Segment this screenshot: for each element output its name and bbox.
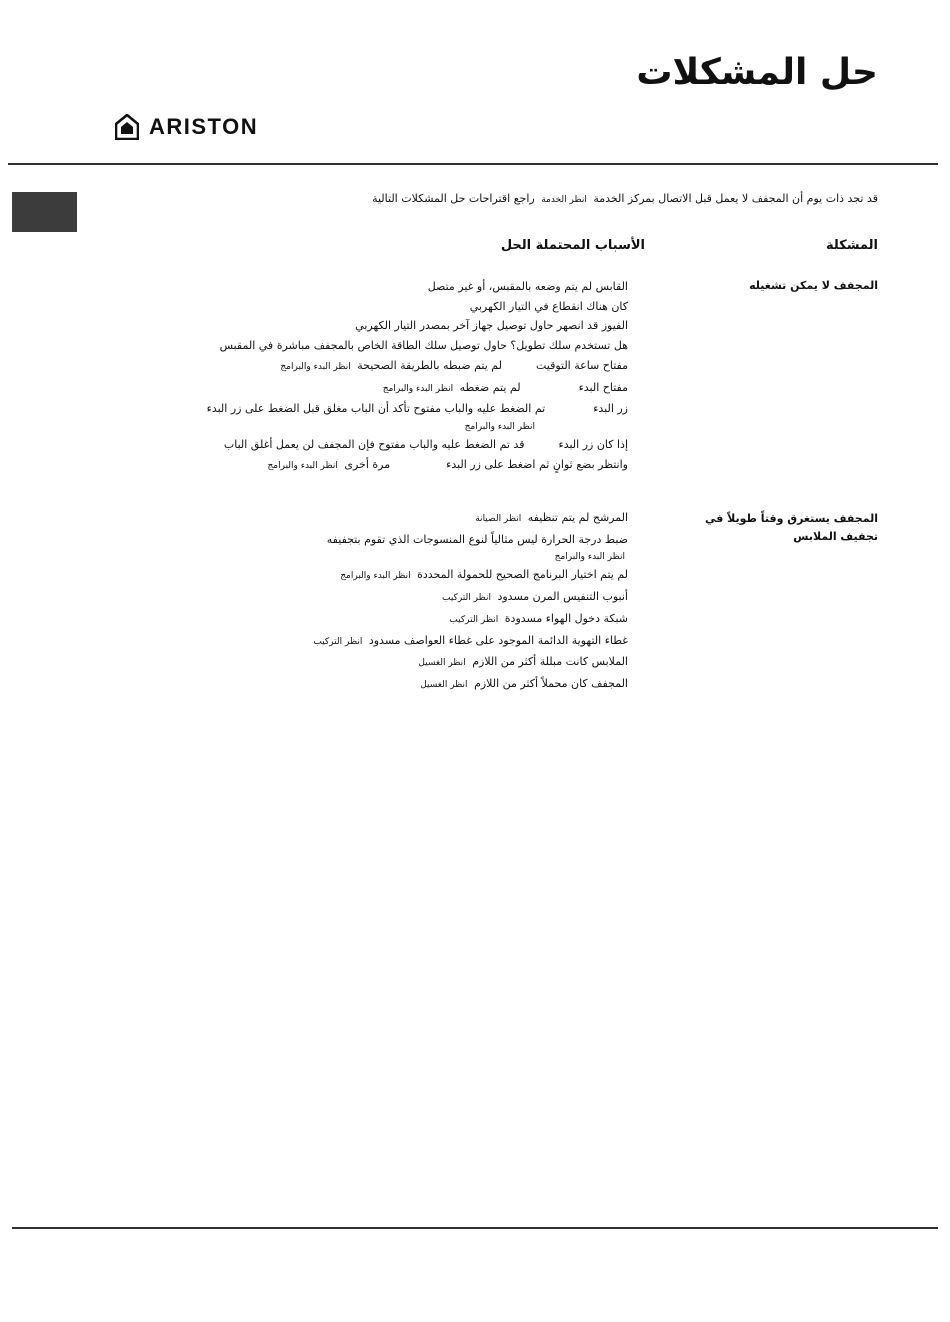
cause-text: غطاء التهوية الدائمة الموجود على غطاء العواصف مسدود — [368, 633, 628, 647]
cause-line — [207, 356, 628, 378]
cause-line — [207, 419, 628, 435]
page-title: حل المشكلات — [636, 52, 878, 93]
cause-text: لم يتم ضبطه بالطريقة الصحيحة — [357, 358, 502, 372]
cause-text: الملابس كانت مبللة أكثر من اللازم — [472, 655, 628, 669]
intro-sentence-2: راجع اقتراحات حل المشكلات التالية — [372, 192, 535, 205]
section-tab-marker — [12, 192, 77, 232]
cause-line — [310, 652, 628, 674]
cause-text: قد تم الضغط عليه والباب مفتوح فإن المجفف لن يعمل أغلق الباب — [223, 437, 525, 451]
column-header-problem: المشكلة — [825, 238, 878, 253]
cause-text: وانتظر بضع ثوانٍ ثم اضغط على زر البدء — [446, 457, 628, 471]
cause-line — [310, 631, 628, 653]
cause-text: أنبوب التنفيس المرن مسدود — [497, 590, 628, 604]
intro-sentence: قد تجد ذات يوم أن المجفف لا يعمل قبل الاتصال بمركز الخدمة — [593, 192, 878, 205]
cause-text: هل تستخدم سلك تطويل؟ حاول توصيل سلك الطاقة الخاص بالمجفف مباشرة في المقبس — [219, 339, 628, 353]
ariston-house-icon — [115, 114, 139, 140]
cause-ref: انظر البدء والبرامج — [382, 383, 454, 394]
cause-text: شبكة دخول الهواء مسدودة — [504, 611, 628, 625]
cause-line — [207, 316, 628, 336]
cause-ref: انظر التركيب — [441, 593, 491, 604]
cause-line — [207, 336, 628, 356]
column-header-causes: الأسباب المحتملة الحل — [500, 238, 645, 253]
cause-line — [207, 378, 628, 400]
problem-1-title: المجفف لا يمكن تشغيله — [749, 279, 878, 292]
cause-line — [310, 609, 628, 631]
cause-line — [310, 565, 628, 587]
cause-text: القابس لم يتم وضعه بالمقبس، أو غير متصل — [427, 280, 628, 293]
brand-name: ARISTON — [149, 114, 259, 139]
cause-line — [310, 530, 628, 550]
cause-text: تم الضغط عليه والباب مفتوح تأكد أن الباب مغلق قبل الضغط على زر البدء — [206, 402, 546, 416]
cause-line — [310, 674, 628, 696]
cause-ref: انظر الغسيل — [418, 658, 466, 669]
top-divider — [8, 163, 938, 165]
cause-ref: انظر البدء والبرامج — [554, 552, 625, 563]
cause-text: مرة أخرى — [344, 457, 391, 471]
intro-text — [372, 192, 878, 205]
cause-ref: انظر الصيانة — [475, 514, 522, 524]
cause-line — [207, 399, 628, 419]
cause-text: المرشح لم يتم تنظيفه — [527, 511, 628, 524]
cause-ref: انظر التركيب — [449, 614, 499, 625]
cause-line — [207, 297, 628, 317]
cause-ref: انظر التركيب — [313, 636, 363, 647]
cause-text: إذا كان زر البدء — [558, 437, 628, 451]
problem-2-title: المجفف يستغرق وقتاً طويلاً في تجفيف الملابس — [705, 512, 878, 543]
cause-line — [207, 435, 628, 455]
cause-text: المجفف كان محملاً أكثر من اللازم — [474, 676, 628, 690]
brand-logo-block — [115, 114, 258, 140]
intro-service-ref: انظر الخدمة — [541, 195, 587, 205]
causes-list-1 — [207, 277, 628, 476]
cause-ref: انظر البدء والبرامج — [280, 361, 351, 372]
cause-text: الفيوز قد انصهر حاول توصيل جهاز آخر بمصدر التيار الكهربي — [355, 319, 628, 333]
causes-list-2 — [310, 508, 628, 696]
cause-text: مفتاح البدء — [578, 380, 628, 394]
cause-line — [207, 277, 628, 297]
cause-ref: انظر البدء والبرامج — [340, 571, 411, 582]
cause-ref: انظر الغسيل — [420, 679, 468, 690]
cause-line — [310, 508, 628, 530]
cause-text: ضبط درجة الحرارة ليس مثالياً لنوع المنسوجات الذي تقوم بتجفيفه — [326, 532, 628, 546]
cause-line — [310, 587, 628, 609]
cause-text: زر البدء — [593, 402, 628, 416]
cause-text: لم يتم اختيار البرنامج الصحيح للحمولة المحددة — [417, 568, 628, 582]
cause-text: مفتاح ساعة التوقيت — [535, 358, 628, 372]
cause-line — [207, 455, 628, 477]
bottom-divider — [12, 1227, 938, 1229]
cause-ref: انظر البدء والبرامج — [464, 421, 535, 432]
cause-ref: انظر البدء والبرامج — [267, 460, 338, 471]
cause-text: لم يتم ضغطه — [459, 380, 521, 394]
cause-text: كان هناك انقطاع في التيار الكهربي — [469, 299, 628, 313]
cause-line — [310, 549, 628, 565]
